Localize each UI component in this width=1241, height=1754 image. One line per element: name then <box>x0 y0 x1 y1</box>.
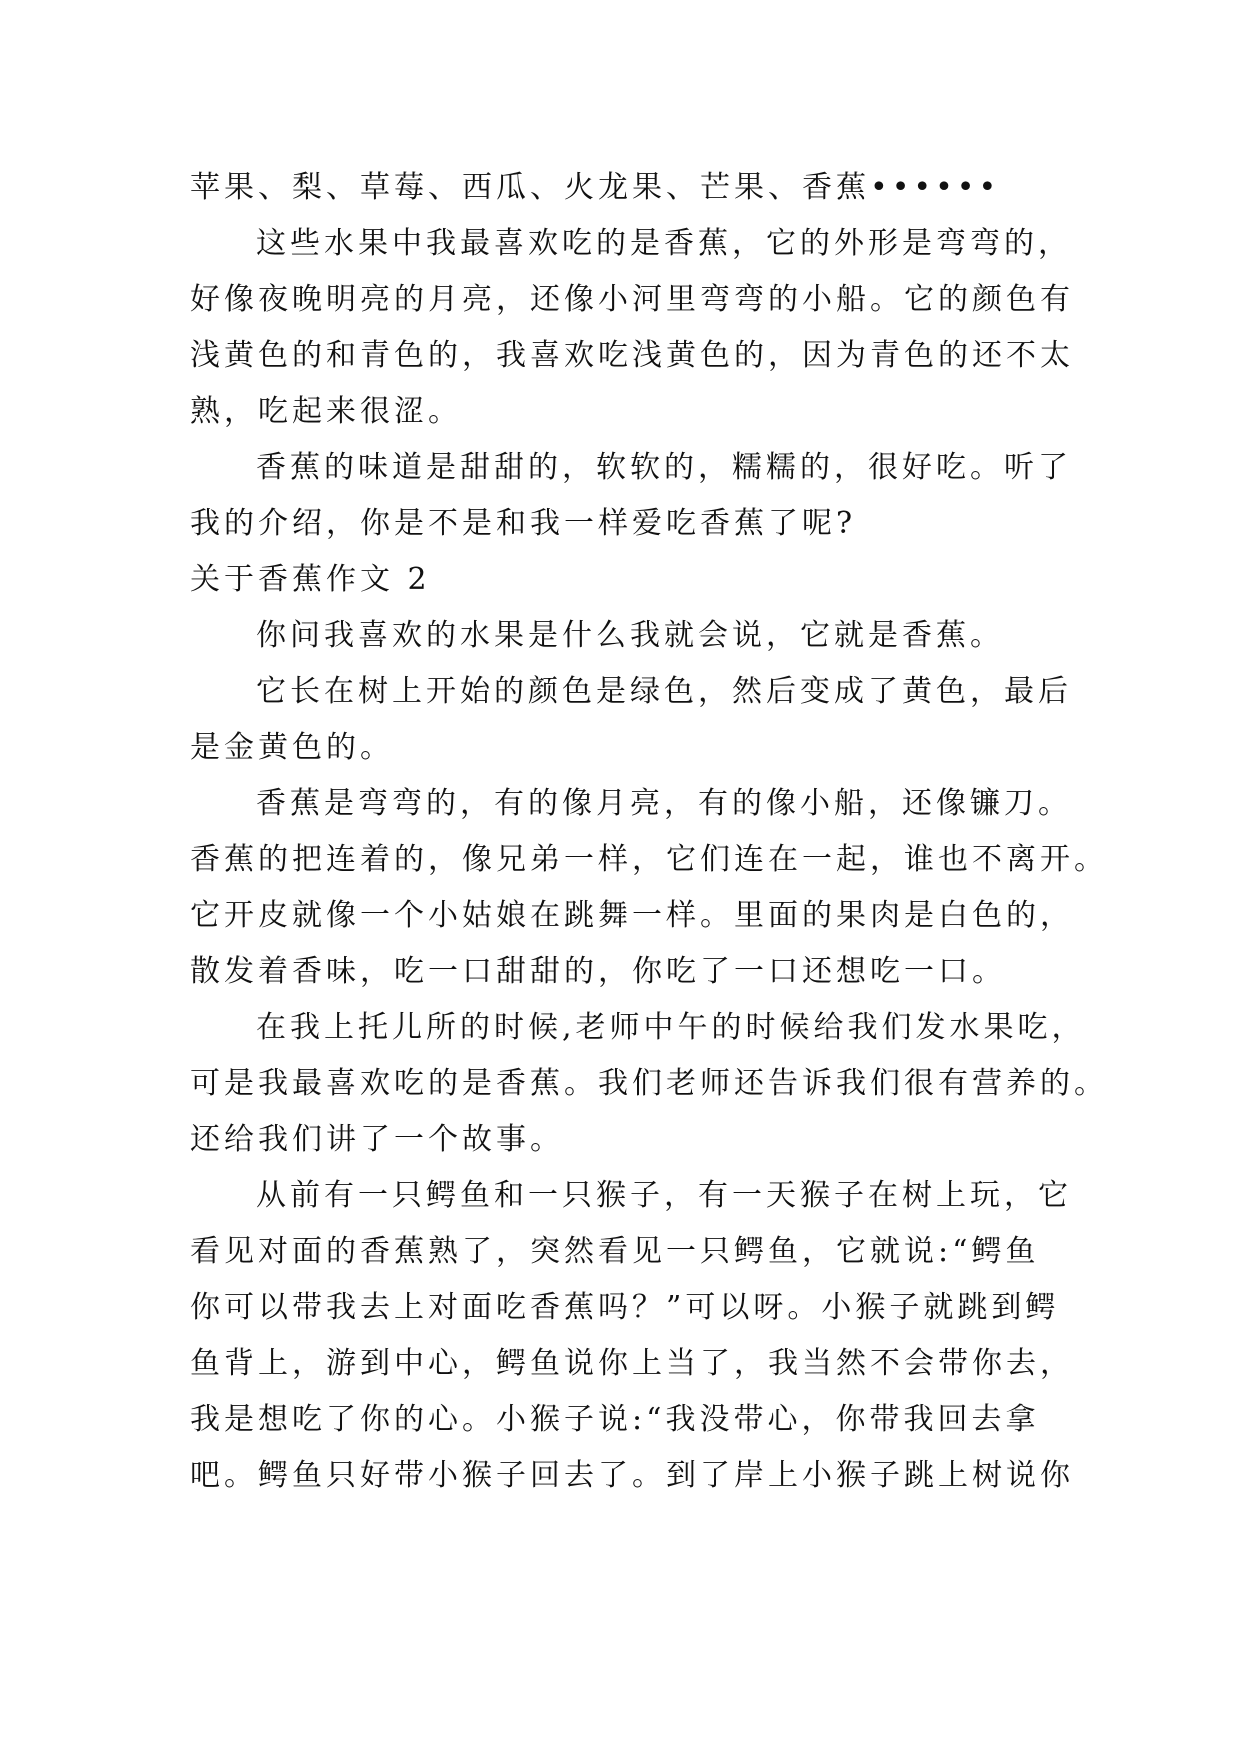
text-line: 好像夜晚明亮的月亮，还像小河里弯弯的小船。它的颜色有 <box>190 282 1074 317</box>
text-line: 你可以带我去上对面吃香蕉吗？”可以呀。小猴子就跳到鳄 <box>190 1290 1060 1325</box>
text-line: 它长在树上开始的颜色是绿色，然后变成了黄色，最后 <box>256 674 1072 709</box>
text-line: 香蕉是弯弯的，有的像月亮，有的像小船，还像镰刀。 <box>256 786 1072 821</box>
text-line: 吧。鳄鱼只好带小猴子回去了。到了岸上小猴子跳上树说你 <box>190 1458 1074 1493</box>
text-line: 可是我最喜欢吃的是香蕉。我们老师还告诉我们很有营养的。 <box>190 1066 1108 1101</box>
text-line: 是金黄色的。 <box>190 730 394 765</box>
document-body <box>190 160 1108 1504</box>
text-line: 我是想吃了你的心。小猴子说:“我没带心，你带我回去拿 <box>190 1402 1040 1437</box>
text-line: 看见对面的香蕉熟了，突然看见一只鳄鱼，它就说:“鳄鱼 <box>190 1234 1040 1269</box>
text-line: 香蕉的把连着的，像兄弟一样，它们连在一起，谁也不离开。 <box>190 842 1108 877</box>
text-line: 在我上托儿所的时候,老师中午的时候给我们发水果吃， <box>256 1010 1086 1045</box>
text-line: 你问我喜欢的水果是什么我就会说，它就是香蕉。 <box>256 618 1004 653</box>
section-heading: 关于香蕉作文 2 <box>190 562 431 597</box>
text-line: 从前有一只鳄鱼和一只猴子，有一天猴子在树上玩，它 <box>256 1178 1072 1213</box>
text-line: 散发着香味，吃一口甜甜的，你吃了一口还想吃一口。 <box>190 954 1006 989</box>
text-line: 它开皮就像一个小姑娘在跳舞一样。里面的果肉是白色的， <box>190 898 1074 933</box>
text-line: 苹果、梨、草莓、西瓜、火龙果、芒果、香蕉•••••• <box>190 170 1001 205</box>
text-line: 浅黄色的和青色的，我喜欢吃浅黄色的，因为青色的还不太 <box>190 338 1074 373</box>
text-line: 鱼背上，游到中心，鳄鱼说你上当了，我当然不会带你去， <box>190 1346 1074 1381</box>
text-line: 还给我们讲了一个故事。 <box>190 1122 564 1157</box>
text-line: 熟，吃起来很涩。 <box>190 394 462 429</box>
text-line: 我的介绍，你是不是和我一样爱吃香蕉了呢? <box>190 506 857 541</box>
text-line: 这些水果中我最喜欢吃的是香蕉，它的外形是弯弯的， <box>256 226 1072 261</box>
text-line: 香蕉的味道是甜甜的，软软的，糯糯的，很好吃。听了 <box>256 450 1072 485</box>
